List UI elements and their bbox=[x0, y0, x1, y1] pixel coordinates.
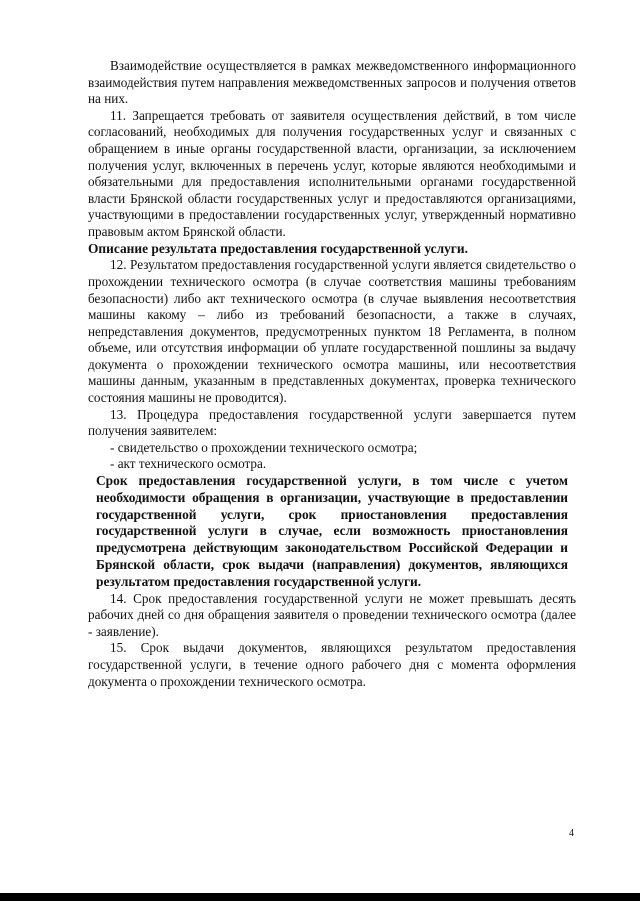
page-number: 4 bbox=[569, 828, 574, 839]
paragraph-14: 14. Срок предоставления государственной услуги не может превышать десять рабочих дней со дня обращения заявителя о проведении технического осмотра (далее - заявление). bbox=[88, 590, 576, 639]
paragraph-13: 13. Процедура предоставления государственной услуги завершается путем получения заявителем: bbox=[88, 406, 576, 439]
list-item: - акт технического осмотра. bbox=[110, 456, 267, 472]
paragraph-11: 11. Запрещается требовать от заявителя осуществления действий, в том числе согласований, необходимых для получения государственных услуг и связанных с обращением в иные органы государственной власти, организации, за исключением получения услуг, включенных в перечень услуг, которые являются необходимыми и обязательными для предоставления исполнительными органами государственной власти Брянской области государственных услуг и предоставляются организациями, участвующими в предоставлении государственных услуг, утвержденный нормативно правовым актом Брянской области. bbox=[88, 107, 576, 239]
paragraph-interaction: Взаимодействие осуществляется в рамках межведомственного информационного взаимодействия путем направления межведомственных запросов и получения ответов на них. bbox=[88, 58, 576, 107]
section-heading-term: Срок предоставления государственной услуги, в том числе с учетом необходимости обращения в организации, участвующие в предоставлении государственной услуги, срок приостановления предоставления государственной услуги в случае, если возможность приостановления предусмотрена действующим законодательством Российской Федерации и Брянской области, срок выдачи (направления) документов, являющихся результатом предоставления государственной услуги. bbox=[96, 473, 568, 589]
paragraph-12: 12. Результатом предоставления государственной услуги является свидетельство о прохождении технического осмотра (в случае соответствия машины требованиям безопасности) либо акт технического осмотра (в случае выявления несоответствия машины какому – либо из требований безопасности, а также в случаях, непредставления документов, предусмотренных пунктом 18 Регламента, в полном объеме, или отсутствия информации об уплате государственной пошлины за выдачу документа о прохождении технического осмотра машины, или несоответствия машины данным, указанным в представленных документах, проверка технического состояния машины не проводится). bbox=[88, 257, 576, 406]
scan-edge-bar bbox=[0, 893, 640, 901]
paragraph-15: 15. Срок выдачи документов, являющихся результатом предоставления государственной услуги, в течение одного рабочего дня с момента оформления документа о прохождении технического осмотра. bbox=[88, 640, 576, 689]
document-page bbox=[88, 58, 576, 690]
list-item: - свидетельство о прохождении технического осмотра; bbox=[110, 439, 418, 455]
section-heading-result: Описание результата предоставления государственной услуги. bbox=[88, 240, 468, 256]
